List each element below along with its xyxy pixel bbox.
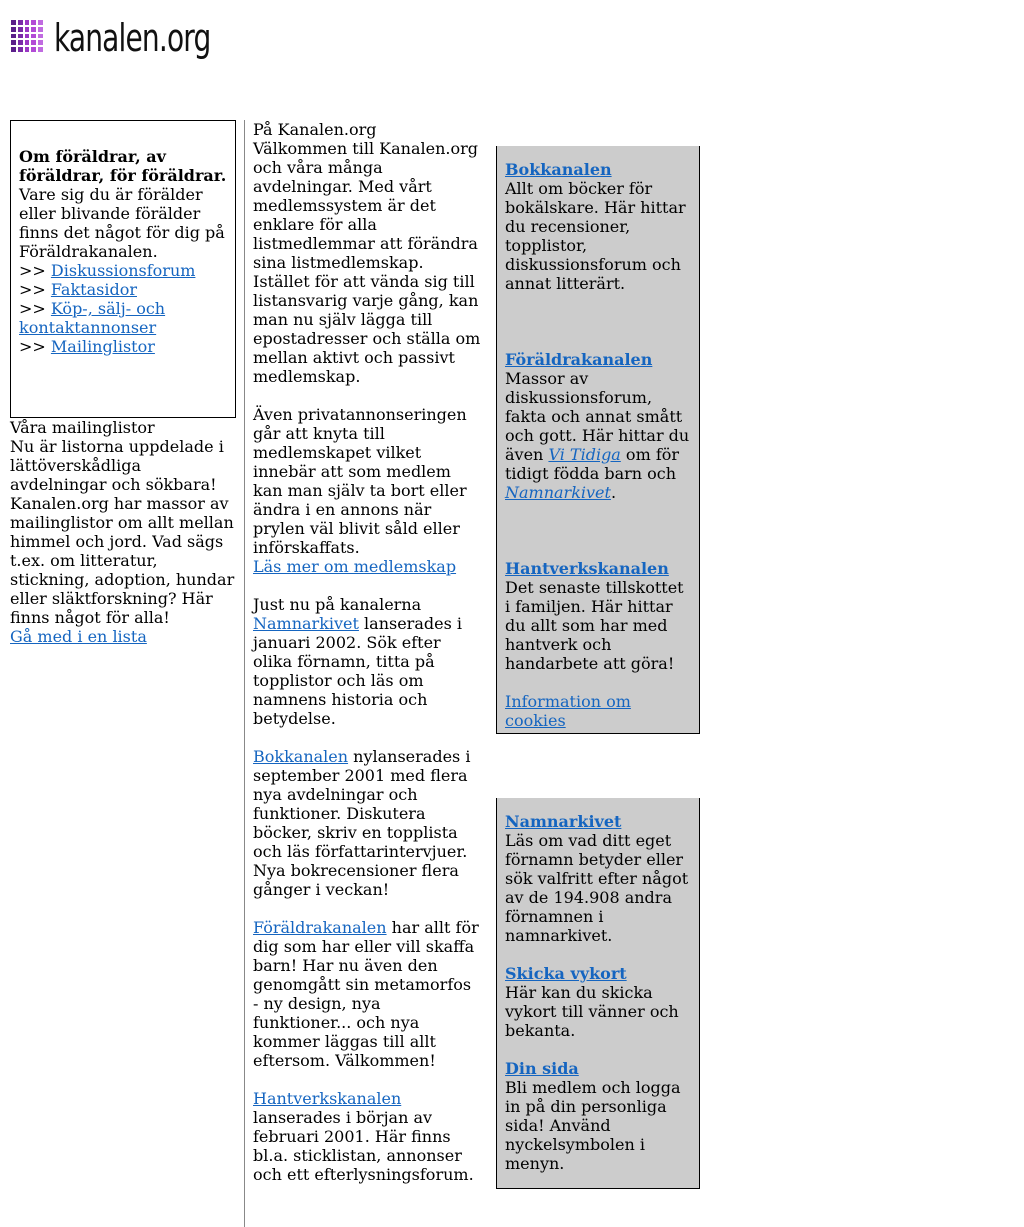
vi-tidiga-link[interactable]: Vi Tidiga (548, 445, 621, 464)
main-content (253, 120, 481, 1203)
intro-paragraph (253, 120, 481, 386)
mailing-text: Nu är listorna uppdelade i lättöverskådliga avdelningar och sökbara! Kanalen.org har massor av mailinglistor om allt mellan himmel och jord. Vad sägs t.ex. om litteratur, stickning, adoption, hundar eller släktforskning? Här finns något för alla! (10, 437, 235, 627)
news-heading: Just nu på kanalerna (253, 595, 422, 614)
news-link-namnarkivet[interactable]: Namnarkivet (253, 614, 359, 633)
service-desc: Här kan du skicka vykort till vänner och bekanta. (505, 983, 679, 1040)
promo-title: Om föräldrar, av föräldrar, för föräldrar. (19, 147, 227, 185)
promo-link-row: >> Mailinglistor (19, 337, 155, 356)
site-logo[interactable] (10, 16, 250, 60)
news-paragraph: Föräldrakanalen har allt för dig som har eller vill skaffa barn! Har nu även den genomgått sin metamorfos - ny design, nya funktioner... och nya kommer läggas till allt eftersom. Välkommen! (253, 918, 479, 1070)
logo-grid-cell (11, 40, 16, 45)
service-desc: Bli medlem och logga in på din personliga sida! Använd nyckelsymbolen i menyn. (505, 1078, 681, 1173)
logo-grid-cell (25, 27, 30, 32)
logo-grid-cell (11, 20, 16, 25)
link-mailinglistor[interactable]: Mailinglistor (50, 337, 155, 356)
news-paragraph: Hantverkskanalen lanserades i början av februari 2001. Här finns bl.a. sticklistan, annonser och ett efterlysningsforum. (253, 1089, 474, 1184)
logo-grid-cell (11, 34, 16, 39)
join-list-link[interactable]: Gå med i en lista (10, 627, 147, 646)
logo-grid-cell (31, 27, 36, 32)
channel-link-hantverkskanalen[interactable]: Hantverkskanalen (505, 559, 669, 578)
logo-grid-cell (18, 27, 23, 32)
logo-grid-cell (38, 47, 43, 52)
service-link-din-sida[interactable]: Din sida (505, 1059, 579, 1078)
channels-box (496, 146, 700, 734)
logo-grid-cell (18, 20, 23, 25)
logo-text: kanalen.org (54, 16, 211, 60)
intro-heading: På Kanalen.org (253, 120, 377, 139)
news-link-hantverkskanalen[interactable]: Hantverkskanalen (253, 1089, 402, 1108)
logo-grid-cell (18, 47, 23, 52)
news-paragraph: Just nu på kanalerna Namnarkivet lanserades i januari 2002. Sök efter olika förnamn, titta på topplistor och läs om namnens historia och betydelse. (253, 595, 462, 728)
parents-promo-box (10, 120, 236, 418)
membership-link[interactable]: Läs mer om medlemskap (253, 557, 457, 576)
channel-desc: Massor av diskussionsforum, fakta och annat smått och gott. Här hittar du även Vi Tidiga om för tidigt födda barn och Namnarkivet. (505, 369, 690, 502)
logo-grid-cell (18, 40, 23, 45)
logo-grid-cell (11, 47, 16, 52)
ads-paragraph: Även privatannonseringen går att knyta till medlemskapet vilket innebär att som medlem kan man själv ta bort eller ändra i en annons när prylen väl blivit såld eller införskaffats. Läs mer om medlemskap (253, 405, 467, 576)
promo-link-row: >> Diskussionsforum (19, 261, 196, 280)
logo-grid-cell (11, 27, 16, 32)
logo-grid-cell (38, 40, 43, 45)
intro-text: Välkommen till Kanalen.org och våra många avdelningar. Med vårt medlemssystem är det enklare för alla listmedlemmar att förändra sina listmedlemskap. Istället för att vända sig till listansvarig varje gång, kan man nu själv lägga till epostadresser och ställa om mellan aktivt och passivt medlemskap. (253, 139, 481, 386)
promo-link-row: >> Faktasidor (19, 280, 137, 299)
service-link-namnarkivet[interactable]: Namnarkivet (505, 812, 622, 831)
promo-text: Vare sig du är förälder eller blivande förälder finns det något för dig på Föräldrakanalen. (19, 185, 225, 261)
news-link-bokkanalen[interactable]: Bokkanalen (253, 747, 349, 766)
logo-grid-cell (25, 47, 30, 52)
services-box (496, 798, 700, 1189)
logo-grid-cell (31, 40, 36, 45)
column-divider (244, 120, 245, 1227)
logo-grid-cell (31, 20, 36, 25)
news-paragraph: Bokkanalen nylanserades i september 2001 med flera nya avdelningar och funktioner. Diskutera böcker, skriv en topplista och läs författarintervjuer. Nya bokrecensioner flera gånger i veckan! (253, 747, 471, 899)
mailing-heading: Våra mailinglistor (10, 418, 155, 437)
logo-grid-cell (25, 34, 30, 39)
service-link-vykort[interactable]: Skicka vykort (505, 964, 627, 983)
channel-link-foraldrakanalen[interactable]: Föräldrakanalen (505, 350, 653, 369)
logo-grid-cell (38, 34, 43, 39)
logo-grid-cell (18, 34, 23, 39)
channel-desc: Det senaste tillskottet i familjen. Här hittar du allt som har med hantverk och handarbete att göra! (505, 578, 684, 673)
service-desc: Läs om vad ditt eget förnamn betyder eller sök valfritt efter något av de 194.908 andra förnamnen i namnarkivet. (505, 831, 689, 945)
mailing-section (10, 418, 240, 646)
promo-link-row: >> Köp-, sälj- och kontaktannonser (19, 299, 166, 337)
cookie-info-link[interactable]: Information om cookies (505, 692, 631, 730)
namnarkivet-inline-link[interactable]: Namnarkivet (505, 483, 611, 502)
news-link-foraldrakanalen[interactable]: Föräldrakanalen (253, 918, 387, 937)
logo-grid-cell (25, 20, 30, 25)
logo-grid-icon (11, 20, 43, 52)
channel-link-bokkanalen[interactable]: Bokkanalen (505, 160, 612, 179)
logo-grid-cell (31, 34, 36, 39)
link-diskussionsforum[interactable]: Diskussionsforum (50, 261, 196, 280)
logo-grid-cell (38, 27, 43, 32)
link-annonser[interactable]: Köp-, sälj- och kontaktannonser (19, 299, 166, 337)
logo-grid-cell (31, 47, 36, 52)
channel-desc: Allt om böcker för bokälskare. Här hittar du recensioner, topplistor, diskussionsforum och annat litterärt. (505, 179, 686, 293)
logo-grid-cell (25, 40, 30, 45)
link-faktasidor[interactable]: Faktasidor (50, 280, 137, 299)
logo-grid-cell (38, 20, 43, 25)
